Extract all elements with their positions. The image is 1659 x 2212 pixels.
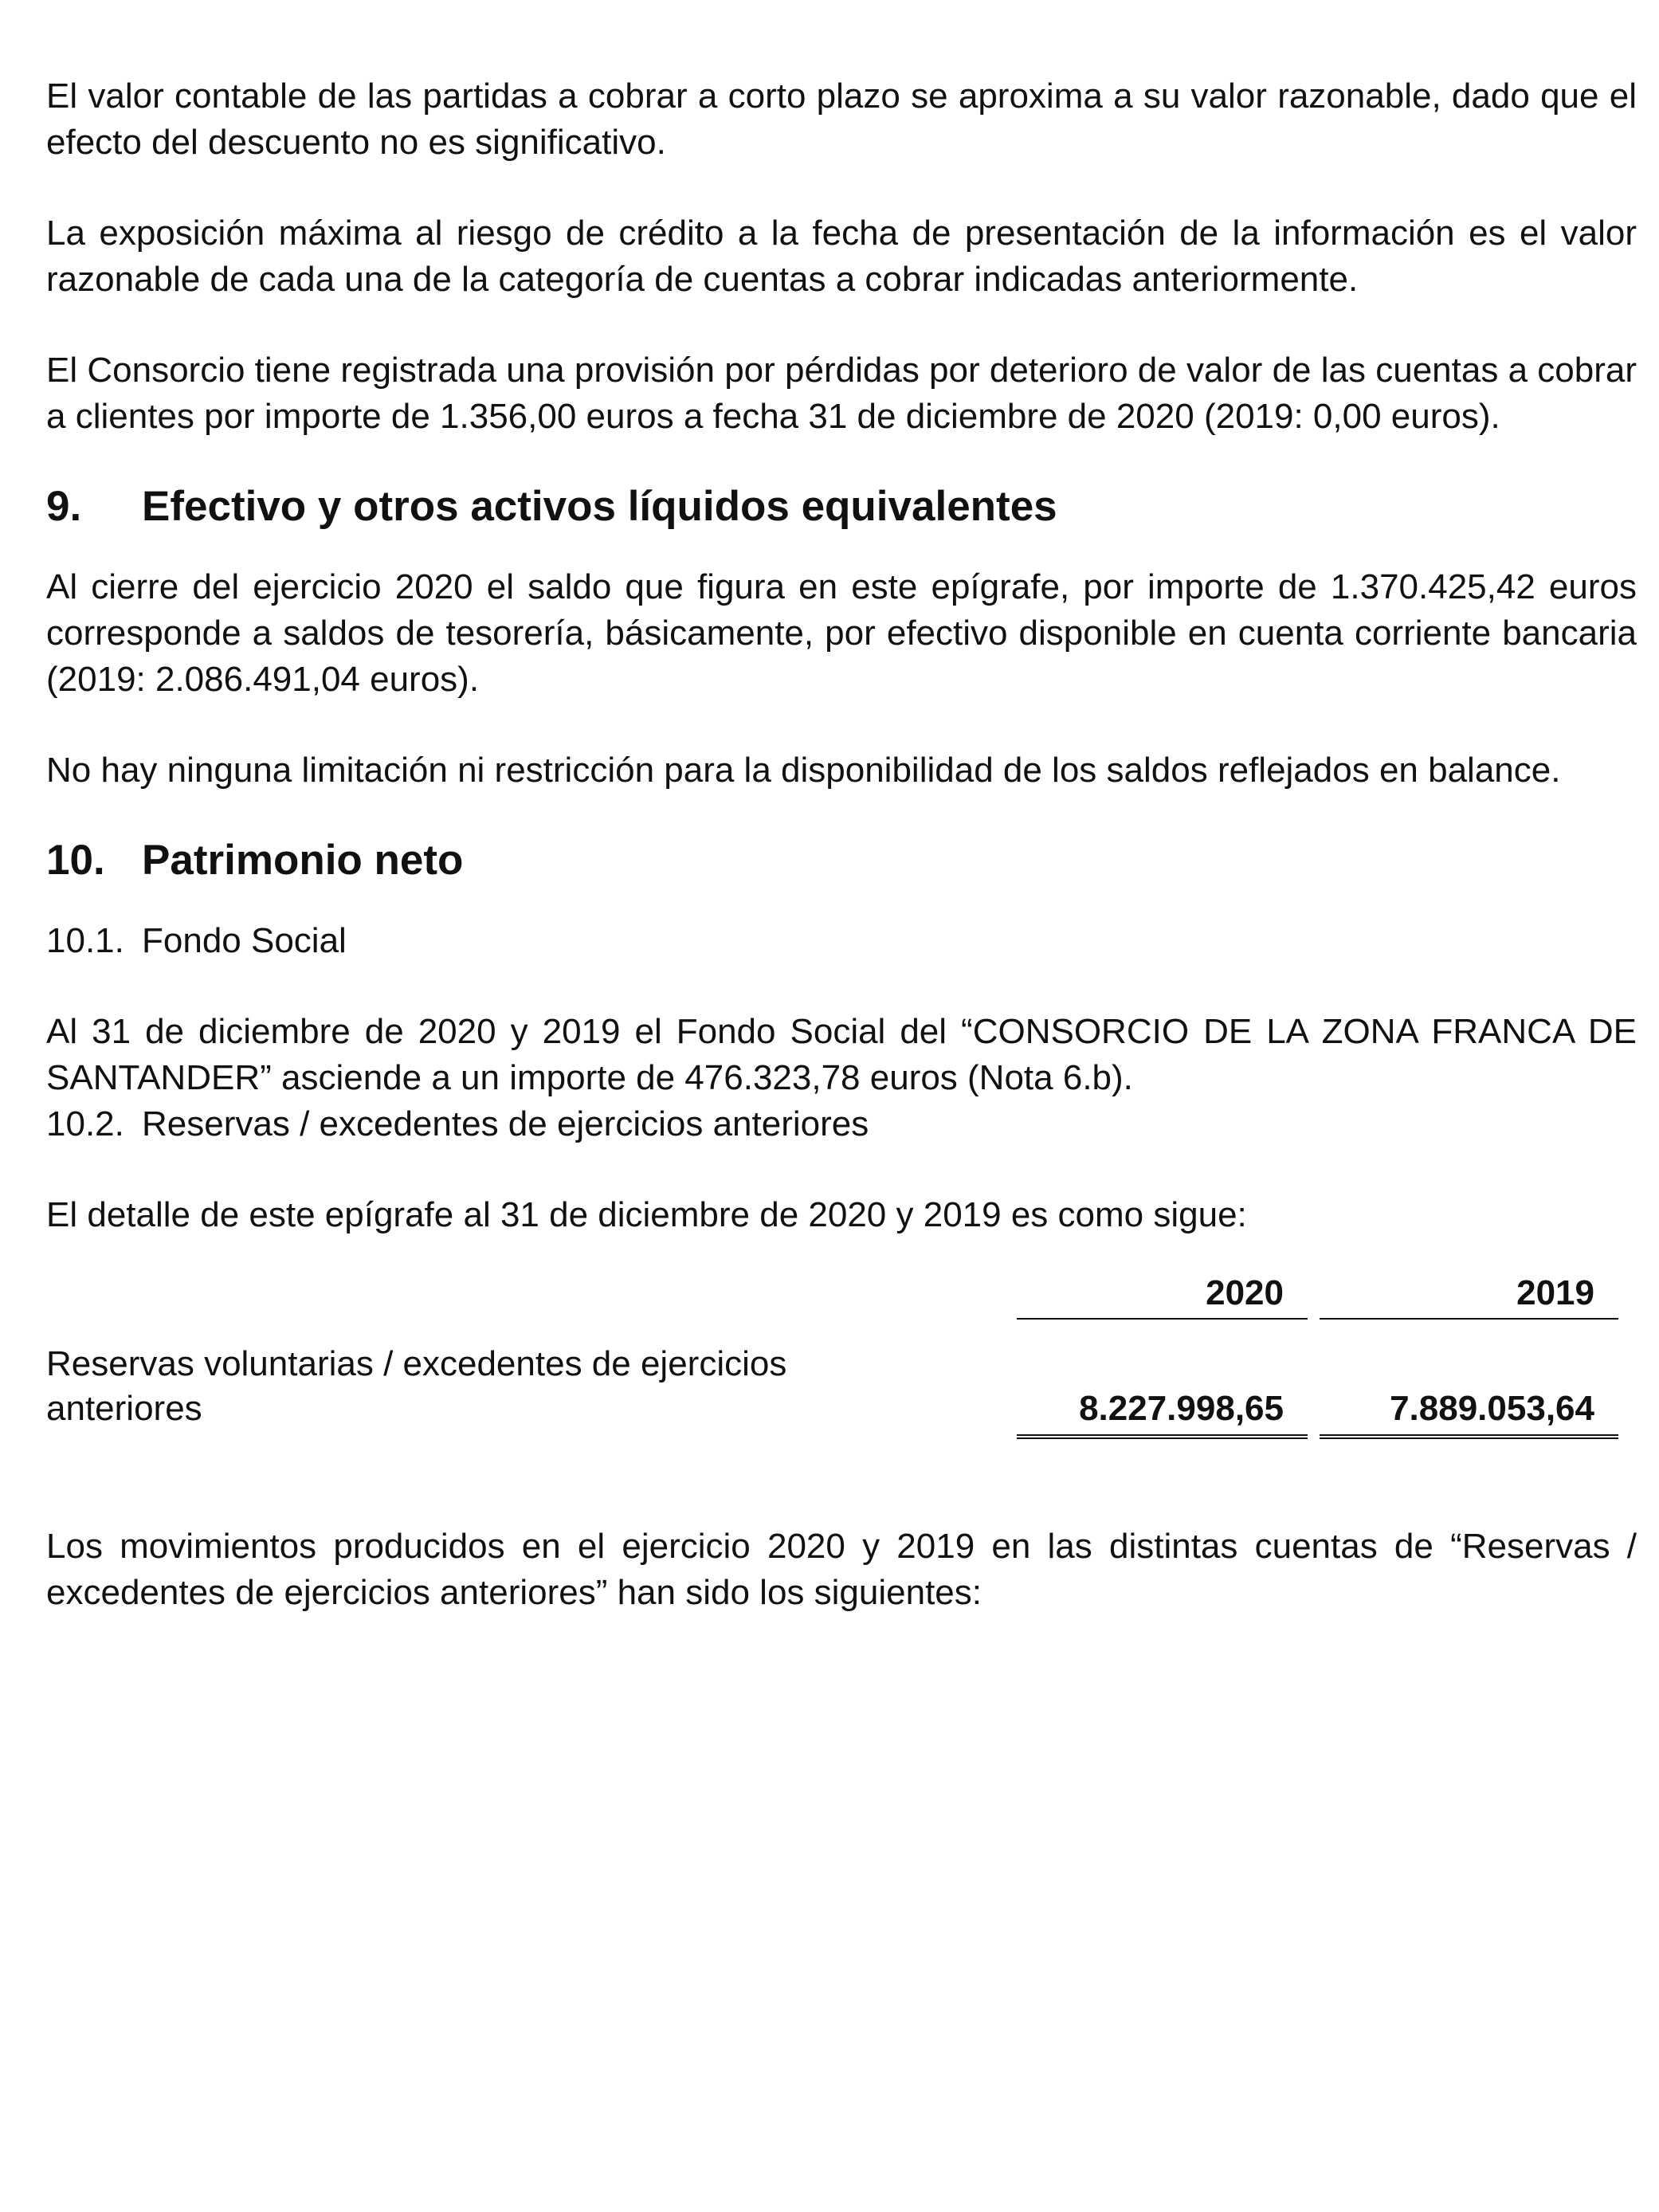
section-9-number: 9. xyxy=(46,483,82,530)
paragraph-movements-intro: Los movimientos producidos en el ejercicio 2020 y 2019 en las distintas cuentas de “Reservas / excedentes de ejercicios anteriores” han sido los siguientes: xyxy=(46,1527,1637,1612)
document-page xyxy=(46,73,1637,1616)
paragraph-credit-exposure: La exposición máxima al riesgo de crédito a la fecha de presentación de la información es el valor razonable de cada una de la categoría de cuentas a cobrar indicadas anteriormente. xyxy=(46,214,1637,299)
subsection-10-1-heading xyxy=(46,918,1637,964)
paragraph-cash-balance: Al cierre del ejercicio 2020 el saldo que figura en este epígrafe, por importe de 1.370.425,42 euros corresponde a saldos de tesorería, básicamente, por efectivo disponible en cuenta corriente bancaria (2019: 2.086.491,04 euros). xyxy=(46,567,1637,699)
section-10-number: 10. xyxy=(46,837,105,884)
value-2019: 7.889.053,64 xyxy=(1320,1386,1618,1439)
paragraph-carrying-value: El valor contable de las partidas a cobrar a corto plazo se aproxima a su valor razonable, dado que el efecto del descuento no es significativo. xyxy=(46,76,1637,162)
paragraph-impairment-provision: El Consorcio tiene registrada una provisión por pérdidas por deterioro de valor de las cuentas a cobrar a clientes por importe de 1.356,00 euros a fecha 31 de diciembre de 2020 (2019: 0,00 euros). xyxy=(46,351,1637,436)
reserves-table xyxy=(46,1270,1637,1453)
section-9-title: Efectivo y otros activos líquidos equivalentes xyxy=(142,483,1057,530)
subsection-10-2-heading xyxy=(46,1101,1637,1147)
subsection-10-2-title: Reservas / excedentes de ejercicios anteriores xyxy=(142,1104,869,1143)
column-header-2019: 2019 xyxy=(1320,1270,1618,1320)
paragraph-fondo-social: Al 31 de diciembre de 2020 y 2019 el Fondo Social del “CONSORCIO DE LA ZONA FRANCA DE SANTANDER” asciende a un importe de 476.323,78 euros (Nota 6.b). xyxy=(46,1012,1637,1097)
section-10-title: Patrimonio neto xyxy=(142,837,464,884)
subsection-10-2-number: 10.2. xyxy=(46,1104,124,1143)
subsection-10-1-number: 10.1. xyxy=(46,921,124,960)
value-2020: 8.227.998,65 xyxy=(1017,1386,1308,1439)
section-10-heading xyxy=(46,835,1637,886)
row-label-reserves: Reservas voluntarias / excedentes de ejercicios anteriores xyxy=(46,1344,787,1428)
section-9-heading xyxy=(46,481,1637,532)
column-header-2020: 2020 xyxy=(1017,1270,1308,1320)
paragraph-no-restrictions: No hay ninguna limitación ni restricción para la disponibilidad de los saldos reflejados en balance. xyxy=(46,751,1561,790)
subsection-10-1-title: Fondo Social xyxy=(142,921,347,960)
paragraph-reserves-intro: El detalle de este epígrafe al 31 de diciembre de 2020 y 2019 es como sigue: xyxy=(46,1195,1247,1234)
